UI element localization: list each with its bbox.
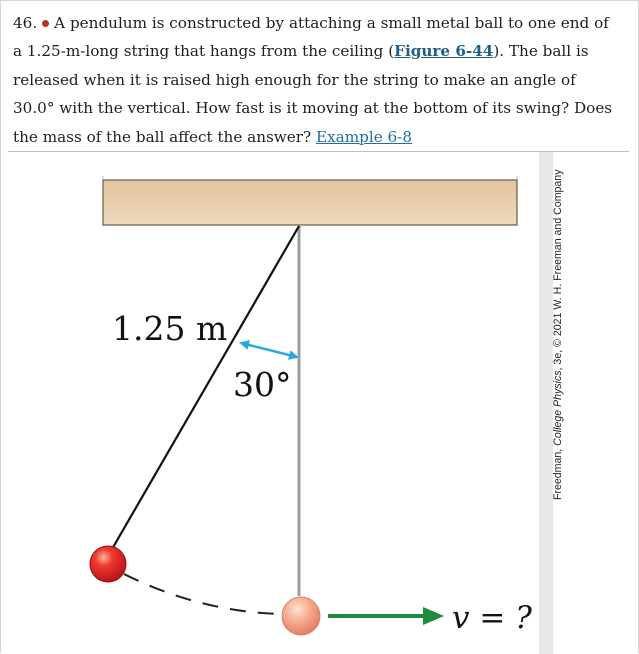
ball-bottom — [282, 597, 320, 635]
example-link[interactable]: Example 6-8 — [316, 127, 412, 146]
angle-label: 30° — [233, 365, 292, 404]
problem-text-part1: A pendulum is constructed by attaching a small metal ball to one end of a 1.25-m-long string that hangs from the ceiling ( — [13, 14, 609, 61]
credit-suffix: , 3e, © 2021 W. H. Freeman and Company — [552, 169, 564, 371]
figure-link[interactable]: Figure 6-44 — [394, 42, 494, 61]
figure-panel — [85, 152, 539, 654]
credit-prefix: Freedman, — [552, 445, 564, 500]
ball-released — [90, 546, 126, 582]
problem-number: 46. — [13, 14, 38, 32]
ceiling — [103, 180, 517, 225]
copyright-credit — [552, 170, 564, 501]
length-label: 1.25 m — [112, 309, 228, 348]
velocity-label: v = ? — [452, 600, 532, 636]
problem-text-part2: ). The ball is released when it is raised high enough for the string to make an angle of 30.0° with the vertical. How fast is it moving at the bottom of its swing? Does the mass of the ball affect the answer? — [13, 42, 613, 146]
credit-title: College Physics — [552, 370, 564, 446]
